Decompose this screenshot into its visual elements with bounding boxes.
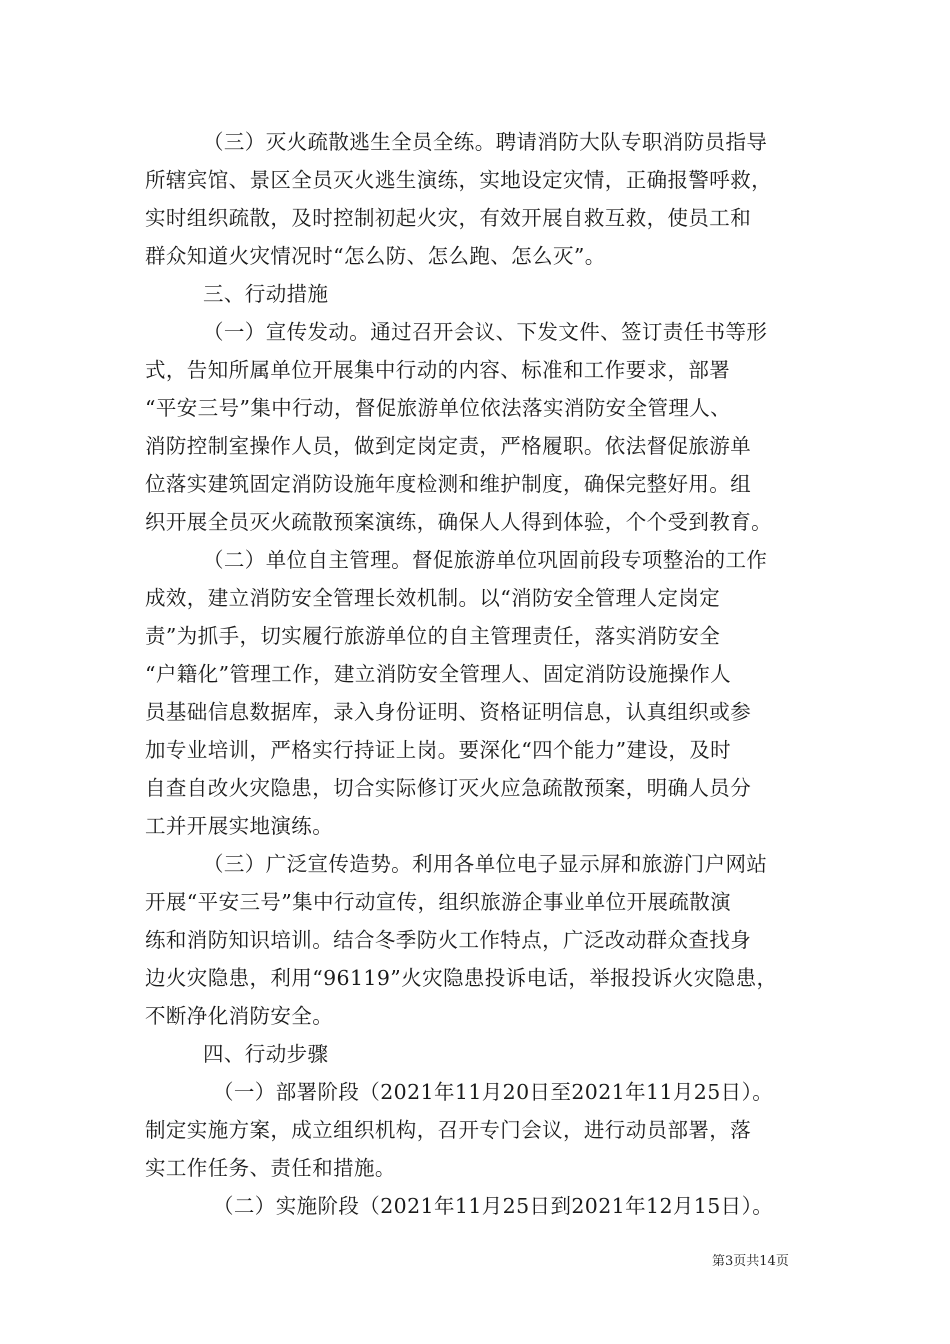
text-line: （一）部署阶段（2021年11月20日至2021年11月25日）。 (213, 1080, 774, 1104)
text-line: 位落实建筑固定消防设施年度检测和维护制度，确保完整好用。组 (145, 472, 752, 496)
text-line: 加专业培训，严格实行持证上岗。要深化“四个能力”建设，及时 (145, 738, 732, 762)
text-line: （三）灭火疏散逃生全员全练。聘请消防大队专职消防员指导 (203, 130, 768, 154)
text-line: 边火灾隐患，利用“96119”火灾隐患投诉电话，举报投诉火灾隐患， (145, 966, 778, 990)
text-line: 消防控制室操作人员，做到定岗定责，严格履职。依法督促旅游单 (145, 434, 752, 458)
text-line: 织开展全员灭火疏散预案演练，确保人人得到体验，个个受到教育。 (145, 510, 772, 534)
text-line: 式，告知所属单位开展集中行动的内容、标准和工作要求，部署 (145, 358, 731, 382)
text-line: 责”为抓手，切实履行旅游单位的自主管理责任，落实消防安全 (145, 624, 721, 648)
section-heading: 三、行动措施 (203, 282, 329, 306)
text-line: 实时组织疏散，及时控制初起火灾，有效开展自救互救，使员工和 (145, 206, 752, 230)
text-line: 员基础信息数据库，录入身份证明、资格证明信息，认真组织或参 (145, 700, 752, 724)
text-line: 工并开展实地演练。 (145, 814, 334, 838)
text-line: 自查自改火灾隐患，切合实际修订灭火应急疏散预案，明确人员分 (145, 776, 752, 800)
text-line: “平安三号”集中行动，督促旅游单位依法落实消防安全管理人、 (145, 396, 732, 420)
text-line: （三）广泛宣传造势。利用各单位电子显示屏和旅游门户网站 (203, 852, 768, 876)
text-line: 不断净化消防安全。 (145, 1004, 334, 1028)
text-line: 群众知道火灾情况时“怎么防、怎么跑、怎么灭”。 (145, 244, 606, 268)
text-line: “户籍化”管理工作，建立消防安全管理人、固定消防设施操作人 (145, 662, 732, 686)
text-line: 练和消防知识培训。结合冬季防火工作特点，广泛改动群众查找身 (145, 928, 752, 952)
text-line: 实工作任务、责任和措施。 (145, 1156, 396, 1180)
text-line: （二）实施阶段（2021年11月25日到2021年12月15日）。 (213, 1194, 774, 1218)
section-heading: 四、行动步骤 (203, 1042, 329, 1066)
page-number: 第3页共14页 (712, 1254, 789, 1269)
text-line: 开展“平安三号”集中行动宣传，组织旅游企事业单位开展疏散演 (145, 890, 732, 914)
text-line: （一）宣传发动。通过召开会议、下发文件、签订责任书等形 (203, 320, 768, 344)
text-line: 制定实施方案，成立组织机构，召开专门会议，进行动员部署，落 (145, 1118, 752, 1142)
text-line: （二）单位自主管理。督促旅游单位巩固前段专项整治的工作 (203, 548, 768, 572)
text-line: 所辖宾馆、景区全员灭火逃生演练，实地设定灾情，正确报警呼救， (145, 168, 772, 192)
text-line: 成效，建立消防安全管理长效机制。以“消防安全管理人定岗定 (145, 586, 721, 610)
